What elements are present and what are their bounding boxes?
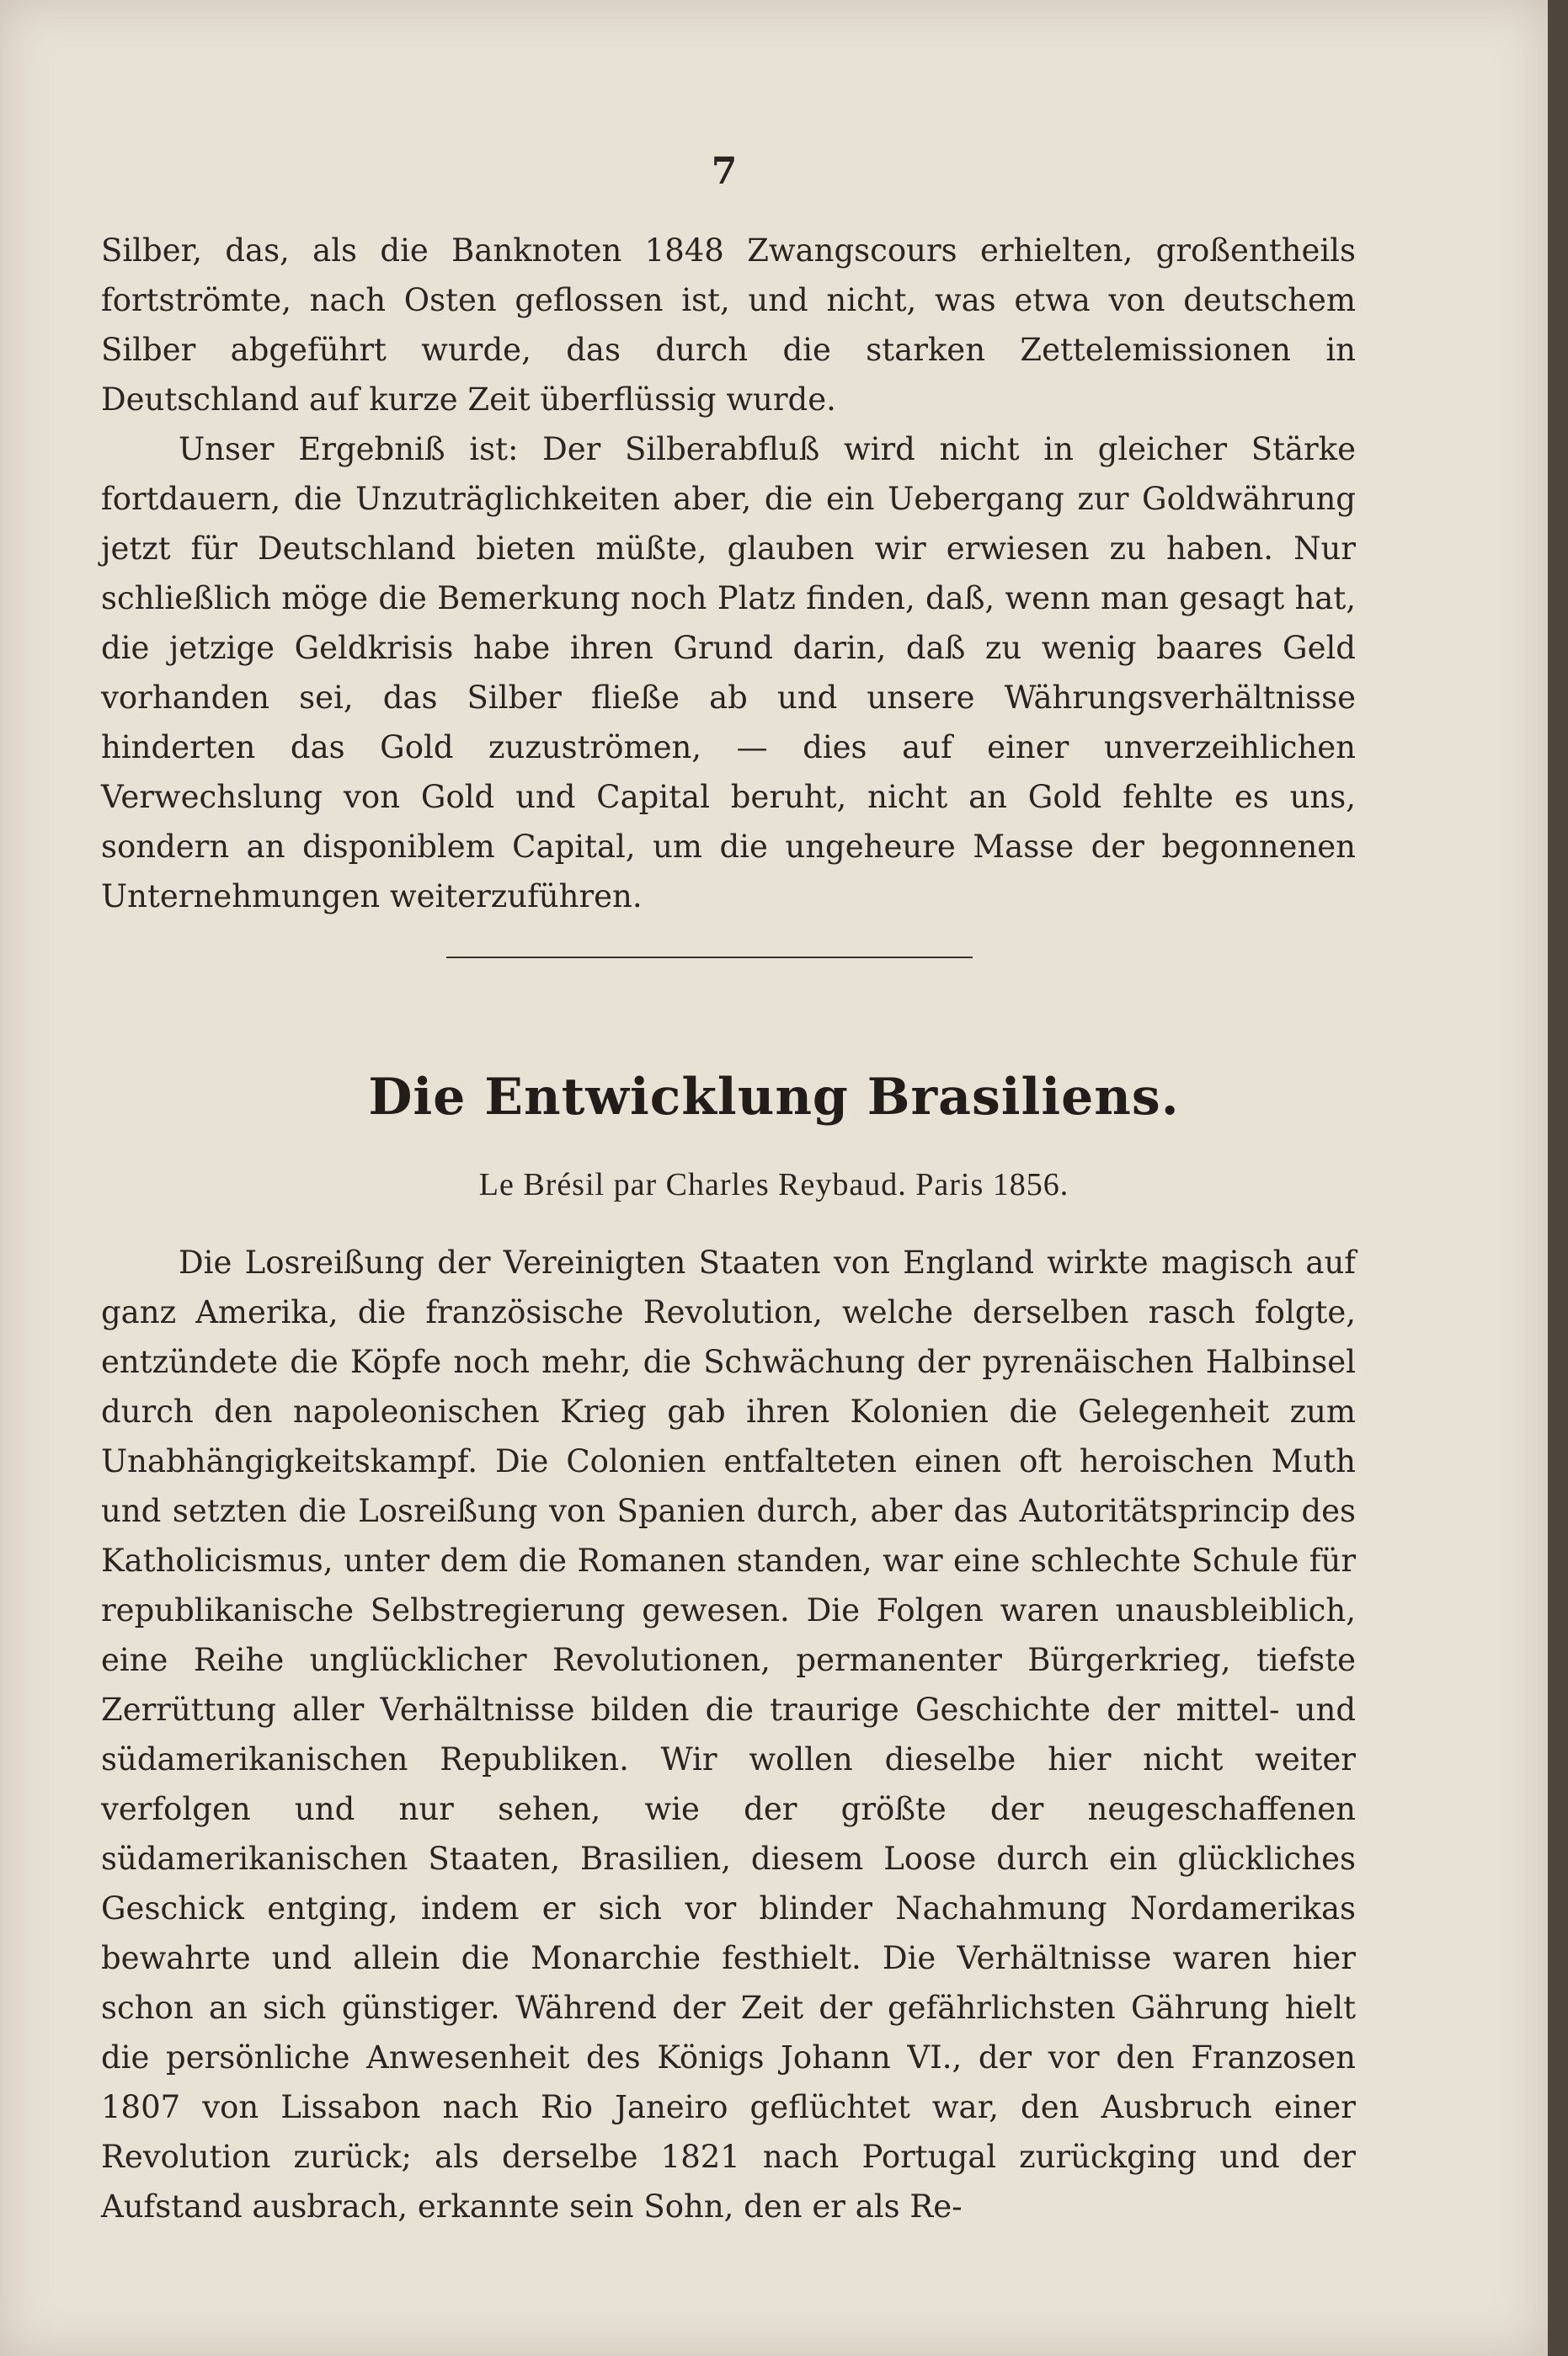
- page-number: 7: [711, 150, 738, 193]
- section-divider: [446, 957, 973, 958]
- article-source: Le Brésil par Charles Reybaud. Paris 1856.: [478, 1167, 1069, 1202]
- article-title: Die Entwicklung Brasiliens.: [368, 1068, 1180, 1127]
- section-continuation-text: [101, 226, 1356, 921]
- article-body: [101, 1238, 1356, 2231]
- scan-background-edge: [1548, 0, 1568, 2356]
- paragraph-conclusion: Unser Ergebniß ist: Der Silberabfluß wird nicht in gleicher Stärke fortdauern, die Unzuträglichkeiten aber, die ein Uebergang zur Goldwährung jetzt für Deutschland bieten müßte, glauben wir erwiesen zu haben. Nur schließlich möge die Bemerkung noch Platz finden, daß, wenn man gesagt hat, die jetzige Geldkrisis habe ihren Grund darin, daß zu wenig baares Geld vorhanden sei, das Silber fließe ab und unsere Währungsverhältnisse hinderten das Gold zuzuströmen, — dies auf einer unverzeihlichen Verwechslung von Gold und Capital beruht, nicht an Gold fehlte es uns, sondern an disponiblem Capital, um die ungeheure Masse der begonnenen Unternehmungen weiterzuführen.: [101, 431, 1356, 914]
- paragraph-silver-outflow: Silber, das, als die Banknoten 1848 Zwangscours erhielten, großentheils fortströmte, nach Osten geflossen ist, und nicht, was etwa von deutschem Silber abgeführt wurde, das durch die starken Zettelemissionen in Deutschland auf kurze Zeit überflüssig wurde.: [101, 232, 1356, 418]
- paragraph-brazil-development: Die Losreißung der Vereinigten Staaten von England wirkte magisch auf ganz Amerika, die französische Revolution, welche derselben rasch folgte, entzündete die Köpfe noch mehr, die Schwächung der pyrenäischen Halbinsel durch den napoleonischen Krieg gab ihren Kolonien die Gelegenheit zum Unabhängigkeitskampf. Die Colonien entfalteten einen oft heroischen Muth und setzten die Losreißung von Spanien durch, aber das Autoritätsprincip des Katholicismus, unter dem die Romanen standen, war eine schlechte Schule für republikanische Selbstregierung gewesen. Die Folgen waren unausbleiblich, eine Reihe unglücklicher Revolutionen, permanenter Bürgerkrieg, tiefste Zerrüttung aller Verhältnisse bilden die traurige Geschichte der mittel- und südamerikanischen Republiken. Wir wollen dieselbe hier nicht weiter verfolgen und nur sehen, wie der größte der neugeschaffenen südamerikanischen Staaten, Brasilien, diesem Loose durch ein glückliches Geschick entging, indem er sich vor blinder Nachahmung Nordamerikas bewahrte und allein die Monarchie festhielt. Die Verhältnisse waren hier schon an sich günstiger. Während der Zeit der gefährlichsten Gährung hielt die persönliche Anwesenheit des Königs Johann VI., der vor den Franzosen 1807 von Lissabon nach Rio Janeiro geflüchtet war, den Ausbruch einer Revolution zurück; als derselbe 1821 nach Portugal zurückging und der Aufstand ausbrach, erkannte sein Sohn, den er als Re-: [101, 1245, 1356, 2225]
